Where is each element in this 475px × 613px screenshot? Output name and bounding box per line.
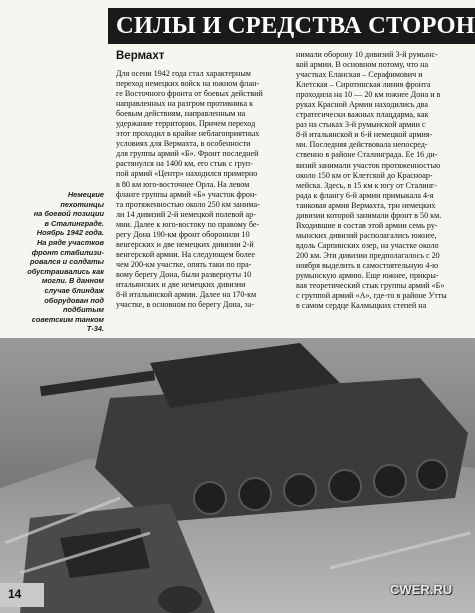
page-number: 14 — [8, 587, 22, 601]
caption-line: в Сталинграде. — [44, 218, 104, 228]
page-number-box — [0, 583, 44, 607]
caption-line: Ноябрь 1942 года. — [36, 228, 104, 238]
text-line: та протяженностью около 250 км занима- — [116, 199, 260, 209]
text-line: чем 200-км участке, опять таки по пра- — [116, 259, 252, 269]
caption-line: пехотинцы — [60, 199, 104, 209]
text-line: ственно в районе Сталинграда. Ее 16 ди- — [296, 150, 438, 160]
caption-line: могли. В данном — [41, 276, 104, 286]
tank-photo — [0, 338, 475, 613]
text-line: 200 км. Эти дивизии предполагалось с 20 — [296, 250, 440, 260]
text-line: вая теоретический стык группы армий «Б» — [296, 281, 445, 291]
text-line: ми. Последняя действовала непосред- — [296, 140, 428, 150]
caption-line: случае блиндаж — [44, 285, 104, 295]
photo-caption — [10, 190, 104, 334]
caption-line: обустраивались как — [27, 266, 104, 276]
text-line: румынскую армию. Еще южнее, прикры- — [296, 271, 439, 281]
caption-line: Немецкие — [67, 190, 104, 199]
text-line: дивизии которой занимали фронт в 50 км. — [296, 210, 442, 220]
article-column-right — [296, 50, 472, 311]
text-line: венгерской армии. На следующем более — [116, 249, 255, 259]
text-line: Входившие в состав этой армии семь ру- — [296, 220, 438, 230]
page-title: СИЛЫ И СРЕДСТВА СТОРОН — [116, 12, 475, 39]
text-line: нимали оборону 10 дивизий 3-й румынс- — [296, 50, 438, 59]
text-line: этот проходил в крайне неблагоприятных — [116, 129, 260, 139]
caption-line: советским танком — [31, 314, 104, 324]
caption-line: подбитым — [62, 305, 104, 315]
text-line: 8-й итальянской армии. Далее на 170-км — [116, 290, 257, 300]
text-line: рада к флангу 6-й армии примыкала 4-я — [296, 190, 434, 200]
text-line: регу Дона 190-км фронт оборонили 10 — [116, 229, 250, 239]
text-line: стратегически важных плацдарма, как — [296, 110, 429, 120]
caption-line: на боевой позиции — [33, 209, 104, 219]
caption-line: фронт стабилизи- — [31, 247, 104, 257]
text-line: Клетская – Сиротинская линия фронта — [296, 80, 431, 90]
text-line: мынских дивизий располагались южнее, — [296, 230, 437, 240]
text-line: ноября выделить в самостоятельную 4-ю — [296, 260, 439, 270]
text-line: венгерских и две немецких дивизии 2-й — [116, 239, 254, 249]
text-line: переход немецких войск на южном флан- — [116, 79, 260, 89]
text-line: кой армии. В основном потому, что на — [296, 60, 429, 70]
text-line: вому берегу Дона, были развернуты 10 — [116, 269, 252, 279]
text-line: вдоль Сарпинских озер, на участке около — [296, 240, 439, 250]
text-line: в самом сердце Калмыцких степей на — [296, 301, 427, 311]
caption-line: ровался и солдаты — [30, 257, 104, 267]
caption-line: оборудован под — [44, 295, 104, 305]
text-line: направленных на разгром противника к — [116, 99, 254, 109]
caption-line: Т-34. — [86, 324, 104, 334]
text-line: удержание территории. Причем переход — [116, 119, 256, 129]
watermark: CWER.RU — [390, 582, 453, 597]
text-line: для группы армий «Б». Фронт последней — [116, 149, 259, 159]
text-line: визий занимали участок протяженностью — [296, 160, 441, 170]
tank-photo-drawing — [0, 338, 475, 613]
text-line: итальянских и две немецких дивизии — [116, 279, 246, 289]
text-line: в 80 км юго-восточнее Орла. На левом — [116, 179, 250, 189]
text-line: ли 14 дивизий 2-й немецкой полевой ар- — [116, 209, 256, 219]
text-line: раз на стыках 3-й румынской армии с — [296, 120, 426, 130]
text-line: участках Еланская – Серафимович и — [296, 70, 423, 80]
text-line: боевым действиям, направленным на — [116, 109, 246, 119]
text-line: ге Восточного фронта от боевых действий — [116, 89, 263, 99]
caption-line: На ряде участков — [36, 237, 104, 247]
text-line: Для осени 1942 года стал характерным — [116, 69, 251, 78]
text-line: мейска. Здесь, в 15 км к югу от Сталинг- — [296, 180, 437, 190]
text-line: фланге группы армий «Б» участок фрон- — [116, 189, 257, 199]
text-line: участке, в основном по берегу Дона, за- — [116, 300, 255, 310]
article-column-left — [116, 69, 286, 310]
text-line: растянулся на 1400 км, его стык с груп- — [116, 159, 253, 169]
text-line: мии. Далее к юго-востоку по правому бе- — [116, 219, 260, 229]
text-line: проходила на 10 — 20 км южнее Дона и в — [296, 90, 441, 100]
text-line: с группой армий «А», где-то в районе Утты — [296, 291, 447, 301]
text-line: пой армий «Центр» находился примерно — [116, 169, 258, 179]
text-line: 8-й итальянской и 6-й немецкой армия- — [296, 130, 433, 140]
text-line: около 150 км от Клетской до Красноар- — [296, 170, 433, 180]
text-line: условиях для Вермахта, в особенности — [116, 139, 251, 149]
section-heading: Вермахт — [116, 50, 165, 62]
text-line: танковая армия Вермахта, три немецких — [296, 200, 436, 210]
text-line: руках Красной Армии находились два — [296, 100, 428, 110]
